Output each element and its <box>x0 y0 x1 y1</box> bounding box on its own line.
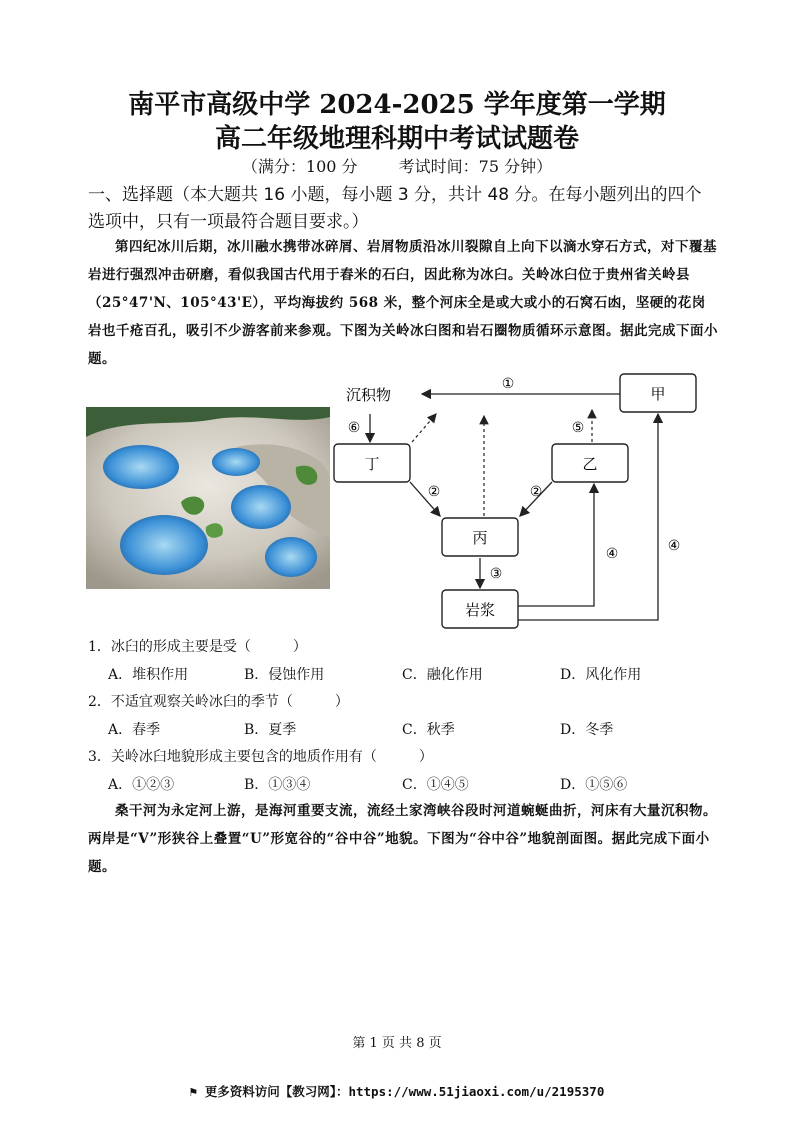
label-yi: 乙 <box>582 455 598 473</box>
num-4b: ④ <box>667 538 681 554</box>
option: D．冬季 <box>560 722 614 738</box>
pothole-illustration <box>86 407 330 589</box>
exam-title-line2: 高二年级地理科期中考试试题卷 <box>214 124 579 154</box>
option: C．秋季 <box>402 722 455 738</box>
exam-title-line1: 南平市高级中学 2024-2025 学年度第一学期 <box>128 90 666 120</box>
question-1: 1．冰臼的形成主要是受（ ） <box>88 639 307 655</box>
num-1: ① <box>501 376 515 392</box>
passage-valley: 桑干河为永定河上游，是海河重要支流，流经土家湾峡谷段时河道蜿蜒曲折，河床有大量沉积物。两岸是“V”形狭谷上叠置“U”形宽谷的“谷中谷”地貌。下图为“谷中谷”地貌剖面图。据此完成下面小题。 <box>88 803 717 875</box>
label-jia: 甲 <box>650 385 666 403</box>
question-2: 2．不适宜观察关岭冰臼的季节（ ） <box>88 694 349 710</box>
question-3: 3．关岭冰臼地貌形成主要包含的地质作用有（ ） <box>88 749 433 765</box>
num-3: ③ <box>489 566 503 582</box>
page-number: 第 1 页 共 8 页 <box>352 1036 442 1051</box>
rock-cycle-diagram <box>330 370 710 632</box>
num-2a: ② <box>427 484 441 500</box>
resource-link-text: 更多资料访问【教习网】：https://www.51jiaoxi.com/u/2195370 <box>204 1084 605 1099</box>
exam-time: 考试时间：75 分钟） <box>398 157 553 176</box>
glacier-pothole-photo <box>86 407 330 589</box>
num-5: ⑤ <box>571 420 585 436</box>
option: B．侵蚀作用 <box>244 667 325 683</box>
label-ding: 丁 <box>364 455 380 473</box>
label-sediment: 沉积物 <box>346 386 392 404</box>
section-heading: 一、选择题（本大题共 16 小题，每小题 3 分，共计 48 分。在每小题列出的四个选项中，只有一项最符合题目要求。） <box>88 185 702 232</box>
num-6: ⑥ <box>347 420 361 436</box>
passage-glacier-pothole: 第四纪冰川后期，冰川融水携带冰碎屑、岩屑物质沿冰川裂隙自上向下以滴水穿石方式，对下覆基岩进行强烈冲击研磨，看似我国古代用于舂米的石臼，因此称为冰臼。关岭冰臼位于贵州省关岭县（25°47'N、105°43'E），平均海拔约 568 米，整个河床全是或大或小的石窝石凼，坚硬的花岗岩也千疮百孔，吸引不少游客前来参观。下图为关岭冰臼图和岩石圈物质循环示意图。据此完成下面小题。 <box>88 239 718 367</box>
option: A．春季 <box>108 722 161 738</box>
flag-icon: ⚑ <box>189 1084 205 1099</box>
exam-info <box>0 154 794 177</box>
option: A．堆积作用 <box>108 667 189 683</box>
option: C．融化作用 <box>402 667 483 683</box>
option: D．①⑤⑥ <box>560 777 628 793</box>
num-2b: ② <box>529 484 543 500</box>
option: B．①③④ <box>244 777 311 793</box>
resource-link[interactable] <box>0 1082 794 1100</box>
option: B．夏季 <box>244 722 297 738</box>
label-bing: 丙 <box>472 529 488 547</box>
label-magma: 岩浆 <box>464 601 496 619</box>
option: D．风化作用 <box>560 667 642 683</box>
option: A．①②③ <box>108 777 175 793</box>
option: C．①④⑤ <box>402 777 469 793</box>
num-4a: ④ <box>605 546 619 562</box>
full-score: （满分：100 分 <box>241 157 358 176</box>
